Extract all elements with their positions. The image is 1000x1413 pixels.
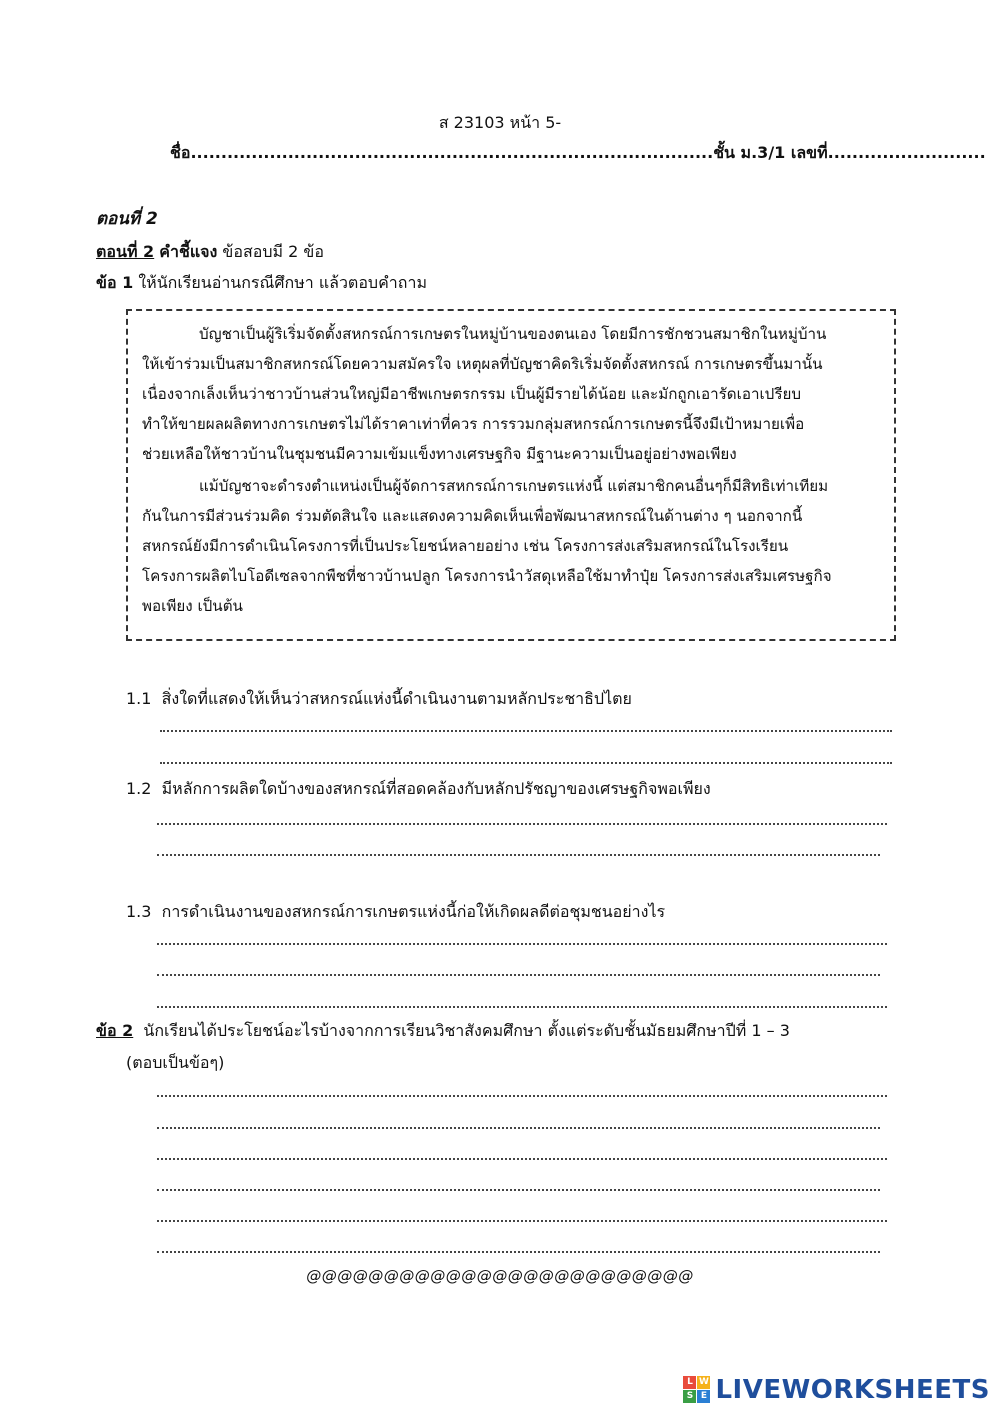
question-1-text: ให้นักเรียนอ่านกรณีศึกษา แล้วตอบคำถาม [138,273,427,292]
sub-question-number: 1.1 [126,689,152,708]
answer-line[interactable] [157,943,887,945]
case-study-line: บัญชาเป็นผู้ริเริ่มจัดตั้งสหกรณ์การเกษตรในหมู่บ้านของตนเอง โดยมีการชักชวนสมาชิกในหมู่บ้าน [199,325,827,343]
question-1-heading [96,273,427,293]
answer-line[interactable] [157,1189,880,1191]
case-study-line: แม้บัญชาจะดำรงตำแหน่งเป็นผู้จัดการสหกรณ์การเกษตรแห่งนี้ แต่สมาชิกคนอื่นๆก็มีสิทธิเท่าเทียม [199,477,829,495]
question-2-heading [96,1021,790,1041]
sub-question-1-3 [126,902,665,922]
answer-line[interactable] [160,762,892,764]
liveworksheets-icon [683,1376,711,1404]
case-study-line: สหกรณ์ยังมีการดำเนินโครงการที่เป็นประโยชน์หลายอย่าง เช่น โครงการส่งเสริมสหกรณ์ในโรงเรียน [142,537,789,555]
case-study-line: ช่วยเหลือให้ชาวบ้านในชุมชนมีความเข้มแข็งทางเศรษฐกิจ มีฐานะความเป็นอยู่อย่างพอเพียง [142,445,737,463]
answer-line[interactable] [157,823,887,825]
case-study-line: ให้เข้าร่วมเป็นสมาชิกสหกรณ์โดยความสมัครใจ เหตุผลที่บัญชาคิดริเริ่มจัดตั้งสหกรณ์ การเกษตรขึ้นมานั้น [142,355,823,373]
case-study-line: ทำให้ขายผลผลิตทางการเกษตรไม่ได้ราคาเท่าที่ควร การรวมกลุ่มสหกรณ์การเกษตรนี้จึงมีเป้าหมายเพื่อ [142,415,805,433]
liveworksheets-logo [683,1375,990,1405]
answer-line[interactable] [157,1095,887,1097]
sub-question-text: การดำเนินงานของสหกรณ์การเกษตรแห่งนี้ก่อให้เกิดผลดีต่อชุมชนอย่างไร [161,902,666,921]
instruction-bold-label: คำชี้แจง [159,242,218,261]
answer-line[interactable] [157,1220,887,1222]
answer-line[interactable] [157,854,880,856]
logo-mark-letter: W [698,1377,709,1387]
sub-question-text: สิ่งใดที่แสดงให้เห็นว่าสหกรณ์แห่งนี้ดำเนินงานตามหลักประชาธิปไตย [161,689,632,708]
sub-question-1-1 [126,689,632,709]
answer-line[interactable] [157,974,880,976]
course-page-line: ส 23103 หน้า 5- [438,113,562,132]
case-study-box [126,309,896,641]
instruction-part-label: ตอนที่ 2 [96,242,155,261]
answer-line[interactable] [157,1127,880,1129]
instruction-text: ข้อสอบมี 2 ข้อ [222,242,324,261]
sub-question-1-2 [126,779,711,799]
sub-question-number: 1.2 [126,779,152,798]
part-title: ตอนที่ 2 [96,209,158,229]
case-study-line: โครงการผลิตไบโอดีเซลจากพืชที่ชาวบ้านปลูก โครงการนำวัสดุเหลือใช้มาทำปุ๋ย โครงการส่งเสริมเศรษฐกิจ [142,567,832,585]
answer-line[interactable] [157,1251,880,1253]
sub-question-number: 1.3 [126,902,152,921]
logo-wordmark: LIVEWORKSHEETS [715,1375,990,1405]
end-marker: @@@@@@@@@@@@@@@@@@@@@@@@@ [306,1267,694,1285]
sub-question-text: มีหลักการผลิตใดบ้างของสหกรณ์ที่สอดคล้องกับหลักปรัชญาของเศรษฐกิจพอเพียง [161,779,711,798]
answer-line[interactable] [157,1158,887,1160]
student-info-row: ชื่อ......................................................................................ชั้น ม.3/1 เลขที่.......................... [170,143,986,162]
case-study-line: พอเพียง เป็นต้น [142,597,243,615]
logo-mark-letter: L [683,1376,696,1389]
question-2-label: ข้อ 2 [96,1021,134,1040]
logo-mark-letter: S [683,1390,696,1403]
answer-line[interactable] [157,1006,887,1008]
case-study-line: กันในการมีส่วนร่วมคิด ร่วมตัดสินใจ และแสดงความคิดเห็นเพื่อพัฒนาสหกรณ์ในด้านต่าง ๆ นอกจากนี้ [142,507,803,525]
logo-mark-letter: E [697,1390,710,1403]
question-2-text: นักเรียนได้ประโยชน์อะไรบ้างจากการเรียนวิชาสังคมศึกษา ตั้งแต่ระดับชั้นมัธยมศึกษาปีที่ 1 – 3 [143,1021,790,1040]
question-1-label: ข้อ 1 [96,273,134,292]
answer-line[interactable] [160,730,892,732]
question-2-note: (ตอบเป็นข้อๆ) [126,1053,225,1072]
instruction-line [96,242,324,262]
case-study-line: เนื่องจากเล็งเห็นว่าชาวบ้านส่วนใหญ่มีอาชีพเกษตรกรรม เป็นผู้มีรายได้น้อย และมักถูกเอารัดเอาเปรียบ [142,385,802,403]
